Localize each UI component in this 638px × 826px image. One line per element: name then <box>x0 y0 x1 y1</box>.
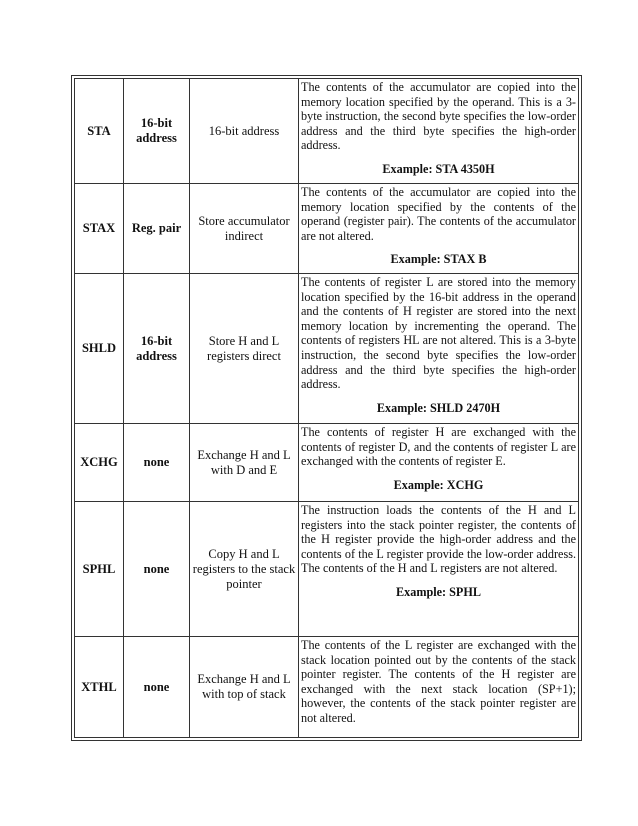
example-text: Example: STAX B <box>390 252 487 267</box>
description-text: The contents of register L are stored into the memory location specified by the 16-bit address in the operand and the contents of H register are stored into the next memory location by incrementing the operand. The contents of registers HL are not altered. This is a 3-byte instruction, the second byte specifies the low-order address and the third byte specifies the high-order address. <box>301 275 576 392</box>
table-row <box>75 184 579 274</box>
table-row <box>75 502 579 637</box>
operand-text: 16-bit address <box>136 116 177 145</box>
table-row <box>75 637 579 738</box>
description-cell <box>299 424 579 502</box>
example-text: Example: SHLD 2470H <box>376 400 501 415</box>
instruction-name-cell: Exchange H and L with top of stack <box>190 637 299 738</box>
example-text: Example: XCHG <box>393 477 484 492</box>
mnemonic-cell: XTHL <box>75 637 124 738</box>
operand-cell: none <box>124 424 190 502</box>
instruction-name-cell: Copy H and L registers to the stack pointer <box>190 502 299 637</box>
instruction-table <box>74 78 579 738</box>
mnemonic-cell: STAX <box>75 184 124 274</box>
operand-cell <box>124 274 190 424</box>
description-cell <box>299 274 579 424</box>
description-text: The instruction loads the contents of the H and L registers into the stack pointer register, the contents of the H register provide the high-order address and the contents of the L register provide the low-order address. The contents of the H and L registers are not altered. <box>301 503 576 576</box>
instruction-table-frame <box>71 75 582 741</box>
description-text: The contents of register H are exchanged with the contents of register D, and the contents of register L are exchanged with the contents of register E. <box>301 425 576 469</box>
instruction-name-cell: 16-bit address <box>190 79 299 184</box>
description-text: The contents of the accumulator are copied into the memory location specified by the contents of the operand (register pair). The contents of the accumulator are not altered. <box>301 185 576 243</box>
table-row <box>75 79 579 184</box>
mnemonic-cell: STA <box>75 79 124 184</box>
mnemonic-cell: SPHL <box>75 502 124 637</box>
operand-cell: none <box>124 502 190 637</box>
mnemonic-cell: SHLD <box>75 274 124 424</box>
description-cell <box>299 184 579 274</box>
example-text: Example: SPHL <box>396 584 481 599</box>
table-row <box>75 274 579 424</box>
example-text: Example: STA 4350H <box>382 161 495 176</box>
instruction-name-cell: Exchange H and L with D and E <box>190 424 299 502</box>
table-row <box>75 424 579 502</box>
operand-cell <box>124 79 190 184</box>
instruction-name-cell: Store H and L registers direct <box>190 274 299 424</box>
operand-cell: Reg. pair <box>124 184 190 274</box>
mnemonic-cell: XCHG <box>75 424 124 502</box>
description-cell <box>299 79 579 184</box>
description-text: The contents of the accumulator are copied into the memory location specified by the operand. This is a 3-byte instruction, the second byte specifies the low-order address and the third byte specifies the high-order address. <box>301 80 576 153</box>
description-cell <box>299 637 579 738</box>
description-cell <box>299 502 579 637</box>
operand-text: 16-bit address <box>136 333 177 363</box>
instruction-name-cell: Store accumulator indirect <box>190 184 299 274</box>
operand-cell: none <box>124 637 190 738</box>
description-text: The contents of the L register are exchanged with the stack location pointed out by the contents of the stack pointer register. The contents of the H register are exchanged with the next stack location (SP+1); however, the contents of the stack pointer register are not altered. <box>301 638 576 725</box>
